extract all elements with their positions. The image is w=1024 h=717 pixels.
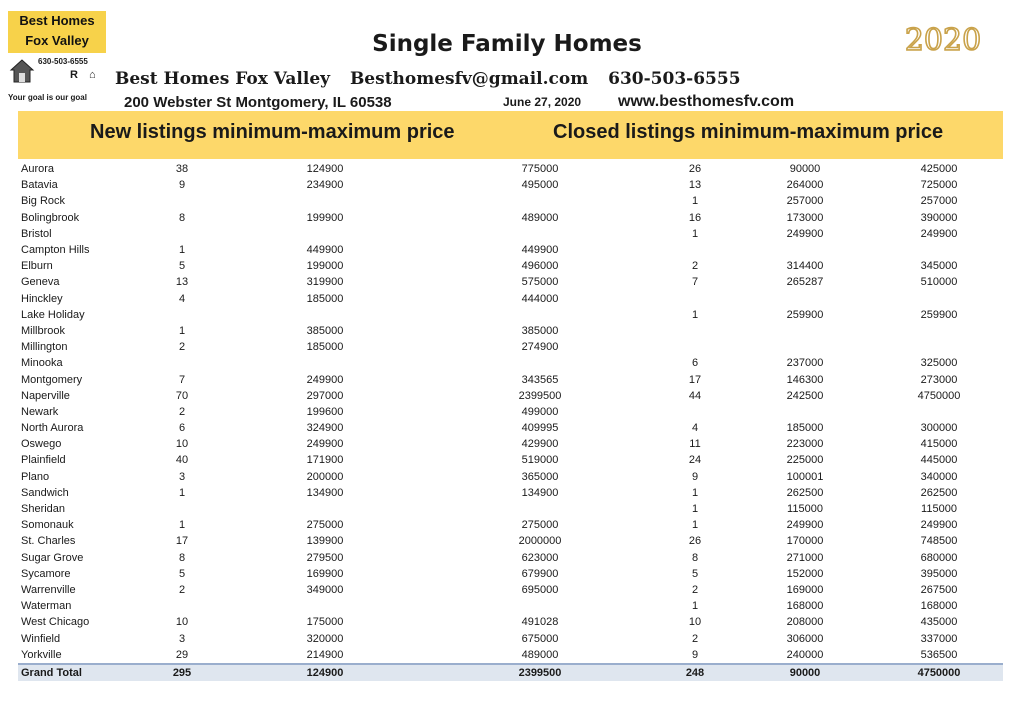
closed-count-cell: 16 — [688, 211, 702, 224]
closed-min-cell: 100001 — [786, 470, 824, 483]
new-min-cell: 199000 — [306, 260, 344, 273]
new-min-cell: 319900 — [306, 276, 344, 289]
closed-count-cell: 1 — [691, 600, 699, 613]
closed-count-cell: 9 — [691, 470, 699, 483]
new-min-cell — [225, 355, 425, 371]
new-min-cell — [225, 307, 425, 323]
closed-count-cell: 26 — [688, 535, 702, 548]
table-row — [18, 452, 1003, 468]
city-cell: Newark — [21, 405, 59, 418]
new-count-cell: 5 — [178, 260, 186, 273]
new-min-cell: 199900 — [306, 211, 344, 224]
new-max-cell: 495000 — [521, 179, 559, 192]
closed-count-cell: 4 — [691, 422, 699, 435]
closed-max-cell: 395000 — [920, 567, 958, 580]
new-min-cell: 124900 — [306, 163, 344, 176]
new-min-cell: 320000 — [306, 632, 344, 645]
new-max-cell: 695000 — [521, 583, 559, 596]
city-cell: Sandwich — [21, 486, 69, 499]
closed-min-cell: 271000 — [786, 551, 824, 564]
closed-max-cell: 390000 — [920, 211, 958, 224]
city-cell: Hinckley — [21, 292, 63, 305]
closed-max-cell: 536500 — [920, 648, 958, 661]
closed-max-cell: 445000 — [920, 454, 958, 467]
closed-max-cell: 4750000 — [875, 664, 1003, 681]
closed-max-cell: 337000 — [920, 632, 958, 645]
closed-count-cell: 7 — [691, 276, 699, 289]
closed-count-cell: 1 — [691, 519, 699, 532]
new-max-cell: 2399500 — [518, 389, 562, 402]
closed-count-cell: 1 — [691, 308, 699, 321]
new-count-cell: 1 — [178, 244, 186, 257]
closed-min-cell: 225000 — [786, 454, 824, 467]
contact-phone: 630-503-6555 — [608, 69, 741, 89]
closed-min-cell: 115000 — [787, 503, 823, 516]
new-max-cell: 385000 — [521, 324, 559, 337]
new-min-cell: 249900 — [306, 373, 344, 386]
new-max-cell: 575000 — [521, 276, 559, 289]
closed-count-cell: 1 — [691, 227, 699, 240]
closed-max-cell: 257000 — [920, 195, 958, 208]
city-cell: Bristol — [21, 227, 52, 240]
closed-max-cell — [875, 404, 1003, 420]
closed-min-cell: 170000 — [786, 535, 824, 548]
city-cell: Sycamore — [21, 567, 71, 580]
closed-min-cell: 173000 — [786, 211, 824, 224]
closed-count-cell: 2 — [691, 260, 699, 273]
closed-count-cell: 10 — [688, 616, 702, 629]
city-cell: Winfield — [21, 632, 61, 645]
new-count-cell: 3 — [178, 632, 186, 645]
closed-min-cell: 208000 — [786, 616, 824, 629]
city-cell: Warrenville — [21, 583, 76, 596]
closed-max-cell: 435000 — [920, 616, 958, 629]
new-max-cell: 675000 — [521, 632, 559, 645]
city-cell: Grand Total — [18, 664, 139, 681]
new-max-cell: 134900 — [521, 486, 559, 499]
table-row — [18, 501, 1003, 517]
table-row — [18, 226, 1003, 242]
table-row — [18, 420, 1003, 436]
table-row — [18, 436, 1003, 452]
tagline: Your goal is our goal — [8, 93, 87, 102]
new-max-cell: 449900 — [521, 244, 559, 257]
new-min-cell: 275000 — [306, 519, 344, 532]
table-row — [18, 177, 1003, 193]
new-count-cell: 1 — [178, 486, 186, 499]
new-max-cell: 2399500 — [425, 664, 655, 681]
year-text: 2020 — [904, 23, 982, 58]
new-max-cell: 274900 — [521, 341, 559, 354]
new-min-cell: 214900 — [306, 648, 344, 661]
new-min-cell: 185000 — [306, 341, 344, 354]
table-row — [18, 630, 1003, 646]
contact-line — [115, 69, 755, 89]
new-min-cell: 124900 — [225, 664, 425, 681]
new-max-cell — [425, 193, 655, 209]
closed-min-cell — [735, 339, 875, 355]
city-cell: Oswego — [21, 438, 62, 451]
new-max-cell: 409995 — [521, 422, 559, 435]
city-cell: Plano — [21, 470, 50, 483]
new-min-cell: 175000 — [306, 616, 344, 629]
closed-max-cell: 115000 — [921, 503, 957, 516]
closed-count-cell: 6 — [691, 357, 699, 370]
city-cell: Yorkville — [21, 648, 62, 661]
new-max-cell — [425, 355, 655, 371]
new-min-cell: 249900 — [306, 438, 344, 451]
city-cell: Millington — [21, 341, 68, 354]
new-max-cell — [425, 501, 655, 517]
closed-min-cell — [735, 291, 875, 307]
city-cell: Lake Holiday — [21, 308, 85, 321]
new-count-cell: 7 — [178, 373, 186, 386]
table-row — [18, 550, 1003, 566]
new-count-cell: 10 — [175, 438, 189, 451]
new-max-cell: 343565 — [521, 373, 559, 386]
new-count-cell: 40 — [175, 454, 189, 467]
closed-min-cell: 240000 — [786, 648, 824, 661]
closed-max-cell: 725000 — [920, 179, 958, 192]
closed-count-cell: 2 — [691, 632, 699, 645]
table-row — [18, 388, 1003, 404]
city-cell: Sheridan — [21, 503, 66, 516]
table-row — [18, 274, 1003, 290]
table-row — [18, 291, 1003, 307]
table-row — [18, 566, 1003, 582]
new-count-cell: 2 — [178, 583, 186, 596]
new-count-cell — [139, 501, 225, 517]
new-max-cell: 489000 — [521, 648, 559, 661]
new-count-cell — [139, 226, 225, 242]
closed-min-cell: 257000 — [786, 195, 824, 208]
new-count-cell — [139, 307, 225, 323]
table-row — [18, 485, 1003, 501]
closed-max-cell: 425000 — [920, 163, 958, 176]
city-cell: Bolingbrook — [21, 211, 80, 224]
total-row — [18, 664, 1003, 681]
new-min-cell — [225, 501, 425, 517]
city-cell: North Aurora — [21, 422, 84, 435]
new-max-cell: 496000 — [521, 260, 559, 273]
new-min-cell: 234900 — [306, 179, 344, 192]
table-row — [18, 404, 1003, 420]
new-count-cell: 6 — [178, 422, 186, 435]
city-cell: Waterman — [21, 600, 72, 613]
table-row — [18, 533, 1003, 549]
city-cell: Sugar Grove — [21, 551, 84, 564]
closed-min-cell — [735, 404, 875, 420]
closed-count-cell — [655, 404, 735, 420]
city-cell: Campton Hills — [21, 244, 90, 257]
closed-min-cell: 185000 — [786, 422, 824, 435]
closed-min-cell: 90000 — [735, 664, 875, 681]
city-cell: Millbrook — [21, 324, 66, 337]
closed-count-cell: 1 — [691, 195, 699, 208]
address: 200 Webster St Montgomery, IL 60538 — [124, 94, 392, 111]
closed-max-cell: 249900 — [920, 227, 958, 240]
table-row — [18, 355, 1003, 371]
closed-min-cell: 265287 — [786, 276, 824, 289]
new-min-cell: 385000 — [306, 324, 344, 337]
table-row — [18, 598, 1003, 614]
new-count-cell: 1 — [178, 324, 186, 337]
new-min-cell: 185000 — [306, 292, 344, 305]
closed-max-cell: 325000 — [920, 357, 958, 370]
closed-min-cell: 242500 — [786, 389, 824, 402]
logo-phone: 630-503-6555 — [38, 57, 88, 66]
closed-min-cell: 306000 — [786, 632, 824, 645]
new-max-cell: 444000 — [521, 292, 559, 305]
new-max-cell: 275000 — [521, 519, 559, 532]
year-badge — [904, 16, 982, 72]
closed-max-cell: 300000 — [920, 422, 958, 435]
table-row — [18, 193, 1003, 209]
table-row — [18, 307, 1003, 323]
closed-count-cell: 5 — [691, 567, 699, 580]
closed-min-cell: 169000 — [786, 583, 824, 596]
new-count-cell: 10 — [175, 616, 189, 629]
new-min-cell — [225, 226, 425, 242]
city-cell: St. Charles — [21, 535, 76, 548]
table-row — [18, 323, 1003, 339]
closed-max-cell: 273000 — [920, 373, 958, 386]
closed-max-cell: 267500 — [920, 583, 958, 596]
new-min-cell: 449900 — [306, 244, 344, 257]
new-min-cell: 134900 — [306, 486, 344, 499]
new-min-cell: 297000 — [306, 389, 344, 402]
closed-min-cell: 262500 — [786, 486, 824, 499]
closed-min-cell — [735, 242, 875, 258]
city-cell: Somonauk — [21, 519, 74, 532]
new-max-cell: 775000 — [521, 163, 559, 176]
new-count-cell — [139, 193, 225, 209]
new-min-cell: 199600 — [306, 405, 344, 418]
new-min-cell: 349000 — [306, 583, 344, 596]
closed-count-cell — [655, 323, 735, 339]
closed-count-cell: 9 — [691, 648, 699, 661]
table-row — [18, 210, 1003, 226]
closed-count-cell: 8 — [691, 551, 699, 564]
new-max-cell — [425, 226, 655, 242]
closed-max-cell — [875, 323, 1003, 339]
new-count-cell — [139, 598, 225, 614]
closed-count-cell: 17 — [688, 373, 702, 386]
table-row — [18, 161, 1003, 177]
closed-min-cell: 152000 — [786, 567, 824, 580]
new-count-cell: 8 — [178, 211, 186, 224]
city-cell: Elburn — [21, 260, 53, 273]
closed-min-cell: 249900 — [786, 519, 824, 532]
new-count-cell: 70 — [175, 389, 189, 402]
city-cell: Aurora — [21, 163, 55, 176]
new-count-cell: 2 — [178, 405, 186, 418]
closed-listings-header: Closed listings minimum-maximum price — [553, 121, 944, 143]
new-count-cell: 2 — [178, 341, 186, 354]
closed-max-cell: 259900 — [920, 308, 958, 321]
closed-min-cell: 237000 — [786, 357, 824, 370]
city-cell: Naperville — [21, 389, 70, 402]
new-min-cell: 324900 — [306, 422, 344, 435]
house-icon — [10, 58, 34, 84]
new-count-cell: 1 — [178, 519, 186, 532]
new-max-cell — [425, 307, 655, 323]
closed-count-cell: 13 — [688, 179, 702, 192]
new-max-cell — [425, 598, 655, 614]
table-row — [18, 469, 1003, 485]
new-max-cell: 623000 — [521, 551, 559, 564]
new-min-cell: 200000 — [306, 470, 344, 483]
website: www.besthomesfv.com — [618, 93, 795, 110]
new-count-cell: 3 — [178, 470, 186, 483]
closed-min-cell: 264000 — [786, 179, 824, 192]
city-cell: Montgomery — [21, 373, 83, 386]
page-title: Single Family Homes — [372, 31, 642, 57]
closed-max-cell — [875, 242, 1003, 258]
equal-housing-icon: R ⌂ — [70, 69, 100, 81]
logo-line2: Fox Valley — [25, 33, 89, 48]
closed-max-cell: 510000 — [920, 276, 958, 289]
closed-min-cell: 146300 — [786, 373, 824, 386]
closed-count-cell: 1 — [691, 486, 699, 499]
closed-count-cell: 11 — [689, 438, 701, 451]
closed-min-cell: 223000 — [786, 438, 824, 451]
closed-count-cell — [655, 339, 735, 355]
new-max-cell: 2000000 — [518, 535, 562, 548]
new-max-cell: 365000 — [521, 470, 559, 483]
table-row — [18, 647, 1003, 664]
new-count-cell: 8 — [178, 551, 186, 564]
new-count-cell: 17 — [175, 535, 189, 548]
closed-count-cell: 1 — [691, 503, 699, 516]
closed-count-cell — [655, 291, 735, 307]
city-cell: Geneva — [21, 276, 60, 289]
city-cell: Big Rock — [21, 195, 66, 208]
closed-max-cell — [875, 339, 1003, 355]
table-row — [18, 242, 1003, 258]
new-count-cell: 38 — [175, 163, 189, 176]
closed-count-cell: 44 — [688, 389, 702, 402]
city-cell: Minooka — [21, 357, 63, 370]
closed-max-cell: 262500 — [920, 486, 958, 499]
closed-max-cell: 680000 — [920, 551, 958, 564]
closed-count-cell: 248 — [655, 664, 735, 681]
new-count-cell: 295 — [139, 664, 225, 681]
new-count-cell: 5 — [178, 567, 186, 580]
contact-email: Besthomesfv@gmail.com — [349, 69, 589, 89]
closed-min-cell: 314400 — [786, 260, 824, 273]
closed-count-cell: 24 — [688, 454, 702, 467]
report-date: June 27, 2020 — [503, 95, 582, 109]
contact-name: Best Homes Fox Valley — [115, 69, 331, 89]
closed-count-cell: 2 — [691, 583, 699, 596]
new-listings-header: New listings minimum-maximum price — [90, 121, 455, 143]
closed-max-cell: 748500 — [920, 535, 958, 548]
new-max-cell: 679900 — [521, 567, 559, 580]
new-min-cell: 139900 — [306, 535, 344, 548]
new-max-cell: 489000 — [521, 211, 559, 224]
table-row — [18, 258, 1003, 274]
closed-min-cell: 259900 — [786, 308, 824, 321]
closed-min-cell: 168000 — [786, 600, 824, 613]
table-row — [18, 614, 1003, 630]
new-count-cell: 9 — [178, 179, 186, 192]
closed-max-cell — [875, 291, 1003, 307]
new-max-cell: 429900 — [521, 438, 559, 451]
new-min-cell — [225, 193, 425, 209]
closed-min-cell: 90000 — [789, 163, 821, 176]
logo-line1: Best Homes — [19, 13, 95, 28]
city-cell: Plainfield — [21, 454, 66, 467]
table-row — [18, 582, 1003, 598]
closed-max-cell: 345000 — [920, 260, 958, 273]
closed-max-cell: 4750000 — [917, 389, 961, 402]
closed-count-cell — [655, 242, 735, 258]
new-min-cell: 169900 — [306, 567, 344, 580]
new-count-cell — [139, 355, 225, 371]
closed-max-cell: 249900 — [920, 519, 958, 532]
table-row — [18, 371, 1003, 387]
new-min-cell: 171900 — [306, 454, 344, 467]
new-min-cell: 279500 — [306, 551, 344, 564]
new-max-cell: 519000 — [521, 454, 559, 467]
new-count-cell: 4 — [178, 292, 186, 305]
new-count-cell: 29 — [175, 648, 189, 661]
table-row — [18, 339, 1003, 355]
closed-max-cell: 415000 — [920, 438, 958, 451]
closed-max-cell: 168000 — [920, 600, 958, 613]
listings-table — [18, 161, 1003, 681]
table-row — [18, 517, 1003, 533]
closed-count-cell: 26 — [688, 163, 702, 176]
closed-min-cell: 249900 — [786, 227, 824, 240]
new-max-cell: 499000 — [521, 405, 559, 418]
new-count-cell: 13 — [175, 276, 189, 289]
closed-max-cell: 340000 — [920, 470, 958, 483]
new-min-cell — [225, 598, 425, 614]
city-cell: West Chicago — [21, 616, 90, 629]
city-cell: Batavia — [21, 179, 58, 192]
new-max-cell: 491028 — [521, 616, 559, 629]
closed-min-cell — [735, 323, 875, 339]
